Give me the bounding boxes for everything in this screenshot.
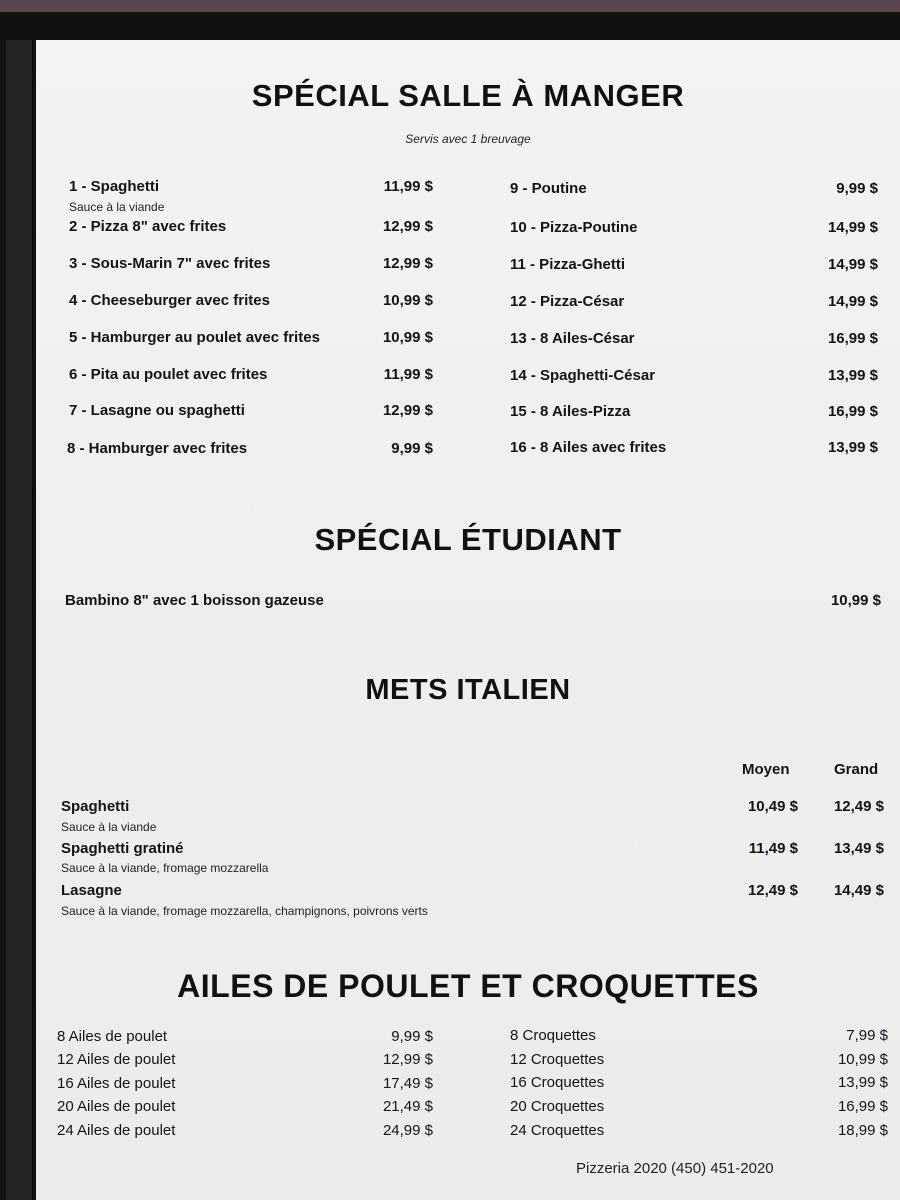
- item-price: 10,99 $: [382, 292, 433, 309]
- item-name: 6 - Pita au poulet avec frites: [69, 366, 268, 383]
- item-name: Spaghetti: [61, 798, 130, 815]
- item-price: 16,99 $: [827, 403, 878, 420]
- item-price: 12,99 $: [382, 1051, 433, 1068]
- menu-item: [510, 1098, 888, 1118]
- item-name: 13 - 8 Ailes-César: [510, 330, 635, 347]
- menu-item: [67, 440, 433, 460]
- item-price: 10,49 $: [747, 798, 798, 815]
- price-grand: [816, 882, 884, 902]
- price-moyen: [736, 840, 798, 860]
- item-price: 12,49 $: [833, 798, 884, 815]
- binder-spine: [6, 40, 33, 1200]
- menu-item: [69, 366, 433, 386]
- menu-item: [69, 255, 433, 275]
- size-label-grand: Grand: [834, 761, 879, 778]
- menu-item: [69, 292, 433, 312]
- item-name: 1 - Spaghetti: [69, 178, 160, 195]
- menu-item: [69, 178, 433, 198]
- item-name: 3 - Sous-Marin 7" avec frites: [69, 255, 271, 272]
- price-moyen: [736, 798, 798, 818]
- item-price: 13,99 $: [837, 1074, 888, 1091]
- menu-item: [510, 1051, 888, 1071]
- item-price: 10,99 $: [837, 1051, 888, 1068]
- item-name: 12 - Pizza-César: [510, 293, 625, 310]
- price-moyen: [736, 882, 798, 902]
- item-price: 21,49 $: [382, 1098, 433, 1115]
- item-price: 12,49 $: [747, 882, 798, 899]
- item-price: 13,49 $: [833, 840, 884, 857]
- item-name: 10 - Pizza-Poutine: [510, 219, 638, 236]
- item-name: 12 Croquettes: [510, 1051, 605, 1068]
- item-name: Bambino 8" avec 1 boisson gazeuse: [65, 592, 324, 609]
- item-note: Sauce à la viande, fromage mozzarella, champignons, poivrons verts: [61, 904, 428, 918]
- menu-item: [510, 439, 878, 459]
- binder-top-strip: [0, 0, 900, 12]
- item-price: 9,99 $: [391, 440, 433, 457]
- item-price: 14,99 $: [827, 219, 878, 236]
- item-name: 5 - Hamburger au poulet avec frites: [69, 329, 320, 346]
- section-title-italien: METS ITALIEN: [365, 674, 571, 706]
- section-title-etudiant: SPÉCIAL ÉTUDIANT: [314, 522, 622, 557]
- item-name: 8 Ailes de poulet: [57, 1028, 168, 1045]
- item-price: 14,99 $: [827, 293, 878, 310]
- item-name: 24 Croquettes: [510, 1122, 605, 1139]
- item-name: 7 - Lasagne ou spaghetti: [69, 402, 245, 419]
- item-name: 16 Ailes de poulet: [57, 1075, 176, 1092]
- item-price: 14,49 $: [833, 882, 884, 899]
- item-price: 24,99 $: [382, 1122, 433, 1139]
- item-name: 9 - Poutine: [510, 180, 587, 197]
- item-name: 12 Ailes de poulet: [57, 1051, 176, 1068]
- item-price: 13,99 $: [827, 439, 878, 456]
- item-price: 10,99 $: [830, 592, 881, 609]
- menu-item: [510, 180, 878, 200]
- item-note: Sauce à la viande, fromage mozzarella: [61, 861, 269, 875]
- item-name: 15 - 8 Ailes-Pizza: [510, 403, 631, 420]
- menu-item: [57, 1051, 433, 1071]
- menu-item: [69, 329, 433, 349]
- menu-item: [510, 219, 878, 239]
- item-price: 7,99 $: [846, 1027, 888, 1044]
- menu-item: [57, 1028, 433, 1048]
- menu-item: [57, 1075, 433, 1095]
- item-price: 12,99 $: [382, 402, 433, 419]
- item-price: 16,99 $: [827, 330, 878, 347]
- item-name: 16 Croquettes: [510, 1074, 605, 1091]
- item-price: 11,99 $: [383, 178, 433, 195]
- item-price: 11,99 $: [383, 366, 433, 383]
- menu-item: [510, 403, 878, 423]
- item-price: 10,99 $: [382, 329, 433, 346]
- menu-item: [61, 840, 461, 860]
- menu-item: [510, 293, 878, 313]
- item-price: 13,99 $: [827, 367, 878, 384]
- menu-item: [510, 367, 878, 387]
- item-name: 24 Ailes de poulet: [57, 1122, 176, 1139]
- menu-item: [510, 330, 878, 350]
- item-price: 14,99 $: [827, 256, 878, 273]
- item-name: Lasagne: [61, 882, 122, 899]
- item-name: 11 - Pizza-Ghetti: [510, 256, 626, 273]
- item-name: 16 - 8 Ailes avec frites: [510, 439, 667, 456]
- footer-contact: Pizzeria 2020 (450) 451-2020: [576, 1160, 774, 1177]
- item-name: 4 - Cheeseburger avec frites: [69, 292, 270, 309]
- item-name: 8 Croquettes: [510, 1027, 596, 1044]
- item-price: 18,99 $: [837, 1122, 888, 1139]
- section-subtitle-salle: Servis avec 1 breuvage: [405, 132, 531, 146]
- size-label-moyen: Moyen: [742, 761, 790, 778]
- menu-page: [36, 40, 900, 1200]
- price-grand: [816, 840, 884, 860]
- item-price: 17,49 $: [382, 1075, 433, 1092]
- price-grand: [816, 798, 884, 818]
- menu-item: [57, 1122, 433, 1142]
- menu-item: [510, 1074, 888, 1094]
- menu-item: [61, 798, 461, 818]
- menu-item: [69, 218, 433, 238]
- item-name: 20 Ailes de poulet: [57, 1098, 176, 1115]
- section-title-ailes: AILES DE POULET ET CROQUETTES: [177, 968, 759, 1004]
- item-price: 9,99 $: [836, 180, 878, 197]
- menu-item: [510, 256, 878, 276]
- item-price: 11,49 $: [748, 840, 798, 857]
- item-price: 12,99 $: [382, 218, 433, 235]
- menu-item: [69, 402, 433, 422]
- item-note: Sauce à la viande: [61, 820, 157, 834]
- item-name: 14 - Spaghetti-César: [510, 367, 656, 384]
- section-title-salle: SPÉCIAL SALLE À MANGER: [251, 78, 685, 113]
- menu-item: [65, 592, 881, 612]
- menu-item: [510, 1122, 888, 1142]
- item-name: 20 Croquettes: [510, 1098, 605, 1115]
- item-note: Sauce à la viande: [69, 200, 165, 214]
- item-price: 12,99 $: [382, 255, 433, 272]
- item-name: 8 - Hamburger avec frites: [67, 440, 248, 457]
- item-price: 16,99 $: [837, 1098, 888, 1115]
- menu-item: [510, 1027, 888, 1047]
- item-name: 2 - Pizza 8" avec frites: [69, 218, 227, 235]
- menu-item: [57, 1098, 433, 1118]
- menu-item: [61, 882, 461, 902]
- item-name: Spaghetti gratiné: [61, 840, 184, 857]
- item-price: 9,99 $: [391, 1028, 433, 1045]
